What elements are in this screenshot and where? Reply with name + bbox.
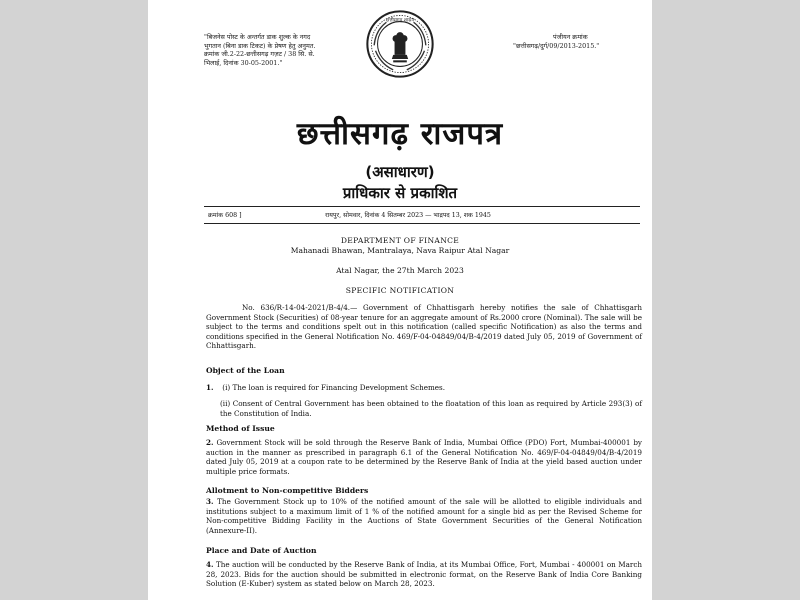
department-address: Mahanadi Bhawan, Mantralaya, Nava Raipur Atal Nagar — [290, 246, 510, 255]
section-heading-allotment: Allotment to Non-competitive Bidders — [206, 486, 369, 495]
section-1-item-1 — [206, 383, 642, 393]
section-1-text-1: (i) The loan is required for Financing Development Schemes. — [222, 383, 446, 392]
section-1-number: 1. — [206, 383, 214, 392]
section-2-paragraph — [206, 438, 642, 476]
section-2-number: 2. — [206, 438, 214, 447]
divider-top — [204, 206, 640, 207]
notice-title: SPECIFIC NOTIFICATION — [345, 286, 455, 295]
gazette-title: छत्तीसगढ़ राजपत्र — [296, 116, 504, 152]
section-heading-object: Object of the Loan — [206, 366, 285, 375]
section-4-paragraph — [206, 560, 642, 589]
gazette-page — [148, 0, 652, 600]
notice-date: Atal Nagar, the 27th March 2023 — [336, 266, 464, 275]
section-3-paragraph — [206, 497, 642, 535]
department-name: DEPARTMENT OF FINANCE — [340, 236, 460, 245]
section-4-number: 4. — [206, 560, 214, 569]
state-emblem-seal-icon — [366, 10, 434, 78]
gazette-subtitle-authority: प्राधिकार से प्रकाशित — [342, 184, 458, 202]
gazette-subtitle-extraordinary: (असाधारण) — [365, 163, 435, 181]
registration-label: पंजीयन क्रमांक — [553, 33, 588, 41]
issue-line — [208, 210, 638, 219]
divider-bottom — [204, 223, 640, 224]
section-2-text: Government Stock will be sold through the Reserve Bank of India, Mumbai Office (PDO) Fort, Mumbai-400001 by auction in the manner as prescribed in paragraph 6.1 of the General Notification No. 469/F-04-04849/04/B-4/2019 dated July 05, 2019 at a coupon rate to be determined by the Reserve Bank of India at the yield based auction under multiple price formats. — [206, 438, 642, 476]
section-3-text: The Government Stock up to 10% of the notified amount of the sale will be allotted to eligible individuals and institutions subject to a maximum limit of 1 % of the notified amount for a single bid as per the Revised Scheme for Non-competitive Bidding Facility in the Auctions of State Government Securities of the General Notification (Annexure-II). — [206, 497, 642, 535]
postal-note: "बिजनेस पोस्ट के अन्तर्गत डाक शुल्क के नगद भुगतान (बिना डाक टिकट) के प्रेषण हेतु अनुमत. क्रमांक जी.2-22-छत्तीसगढ़ गज़ट / 38 सि. से. भिलाई, दिनांक 30-05-2001." — [204, 33, 316, 67]
seal-caption: छत्तीसगढ़ शासन — [385, 18, 415, 24]
registration-block — [513, 33, 638, 50]
section-3-number: 3. — [206, 497, 214, 506]
notice-intro-paragraph: No. 636/R-14-04-2021/B-4/4.— Government of Chhattisgarh hereby notifies the sale of Chhattisgarh Government Stock (Securities) of 08-year tenure for an aggregate amount of Rs.2000 crore (Nominal). The sale will be subject to the terms and conditions spelt out in this notification (called specific Notification) as also the terms and conditions specified in the General Notification No. 469/F-04-04849/04/B-4/2019 dated July 05, 2019 of Government of Chhattisgarh. — [206, 303, 642, 351]
section-heading-method: Method of Issue — [206, 424, 275, 433]
issue-number: क्रमांक 608 ] — [208, 212, 242, 219]
section-4-text: The auction will be conducted by the Reserve Bank of India, at its Mumbai Office, Fort, Mumbai - 400001 on March 28, 2023. Bids for the auction should be submitted in electronic format, on the Reserve Bank of India Core Banking Solution (E-Kuber) system as stated below on March 28, 2023. — [206, 560, 642, 589]
section-heading-place-date: Place and Date of Auction — [206, 546, 317, 555]
issue-date: रायपुर, सोमवार, दिनांक 4 सितम्बर 2023 — भाद्रपद 13, शक 1945 — [325, 212, 491, 219]
section-1-item-2: (ii) Consent of Central Government has been obtained to the floatation of this loan as required by Article 293(3) of the Constitution of India. — [220, 399, 642, 418]
registration-number: "छत्तीसगढ़/दुर्ग/09/2013-2015." — [513, 41, 600, 50]
